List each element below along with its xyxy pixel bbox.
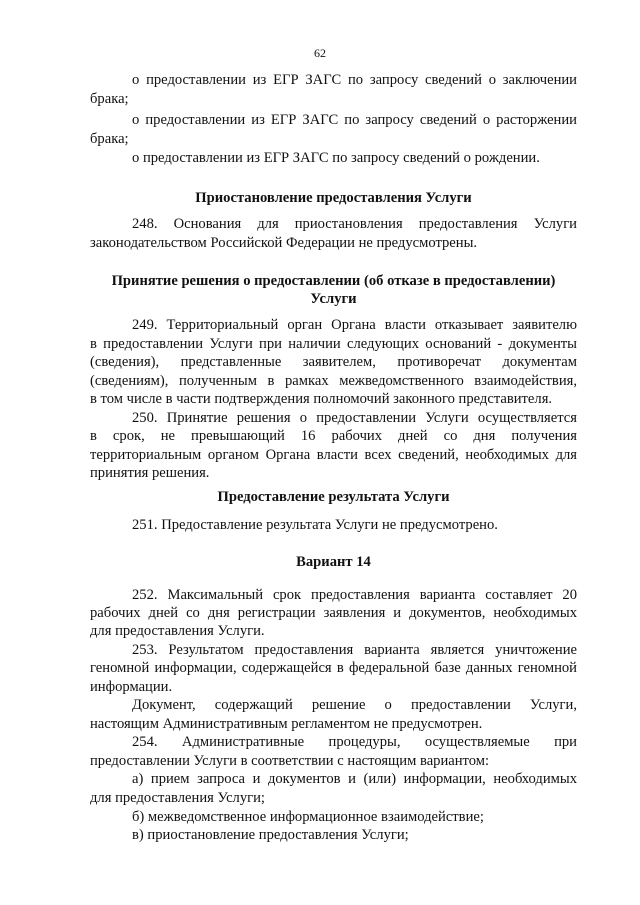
text-line: (сведениям), полученным в рамках межведомственного взаимодействия, (90, 373, 577, 389)
text-line: а) прием запроса и документов и (или) информации, необходимых (132, 771, 577, 787)
text-line: 254. Административные процедуры, осуществляемые при (132, 734, 577, 750)
section-heading: Приостановление предоставления Услуги (195, 190, 472, 206)
text-line: о предоставлении из ЕГР ЗАГС по запросу сведений о заключении (132, 72, 577, 88)
text-line: в срок, не превышающий 16 рабочих дней со дня получения (90, 428, 577, 444)
section-heading: Принятие решения о предоставлении (об отказе в предоставлении) (111, 273, 556, 289)
text-line: 251. Предоставление результата Услуги не предусмотрено. (132, 517, 498, 533)
text-line: 249. Территориальный орган Органа власти отказывает заявителю (132, 317, 577, 333)
text-line: настоящим Административным регламентом не предусмотрен. (90, 716, 483, 732)
text-line: в предоставлении Услуги при наличии следующих оснований - документы (90, 336, 577, 352)
text-line: предоставлении Услуги в соответствии с настоящим вариантом: (90, 753, 490, 769)
text-line: брака; (90, 131, 129, 147)
text-line: б) межведомственное информационное взаимодействие; (132, 809, 484, 825)
text-line: Документ, содержащий решение о предоставлении Услуги, (132, 697, 577, 713)
text-line: 253. Результатом предоставления варианта является уничтожение (132, 642, 577, 658)
text-line: геномной информации, содержащейся в федеральной базе данных геномной (90, 660, 577, 676)
section-heading: Предоставление результата Услуги (217, 489, 450, 505)
text-line: рабочих дней со дня регистрации заявления и документов, необходимых (90, 605, 577, 621)
text-line: 248. Основания для приостановления предоставления Услуги (132, 216, 577, 232)
text-line: в) приостановление предоставления Услуги; (132, 827, 409, 843)
text-line: в том числе в части подтверждения полномочий законного представителя. (90, 391, 553, 407)
text-line: для предоставления Услуги. (90, 623, 265, 639)
text-line: брака; (90, 91, 129, 107)
page-number: 62 (314, 46, 326, 60)
text-line: 250. Принятие решения о предоставлении Услуги осуществляется (132, 410, 577, 426)
text-line: принятия решения. (90, 465, 210, 481)
text-line: информации. (90, 679, 173, 695)
text-line: законодательством Российской Федерации не предусмотрены. (90, 235, 478, 251)
text-line: (сведения), представленные заявителем, противоречат документам (90, 354, 577, 370)
text-line: о предоставлении из ЕГР ЗАГС по запросу сведений о расторжении (132, 112, 577, 128)
section-heading: Услуги (310, 291, 357, 307)
text-line: для предоставления Услуги; (90, 790, 265, 806)
text-line: территориальным органом Органа власти всех сведений, необходимых для (90, 447, 577, 463)
section-heading: Вариант 14 (296, 554, 371, 570)
text-line: 252. Максимальный срок предоставления варианта составляет 20 (132, 587, 577, 603)
text-line: о предоставлении из ЕГР ЗАГС по запросу сведений о рождении. (132, 150, 540, 166)
